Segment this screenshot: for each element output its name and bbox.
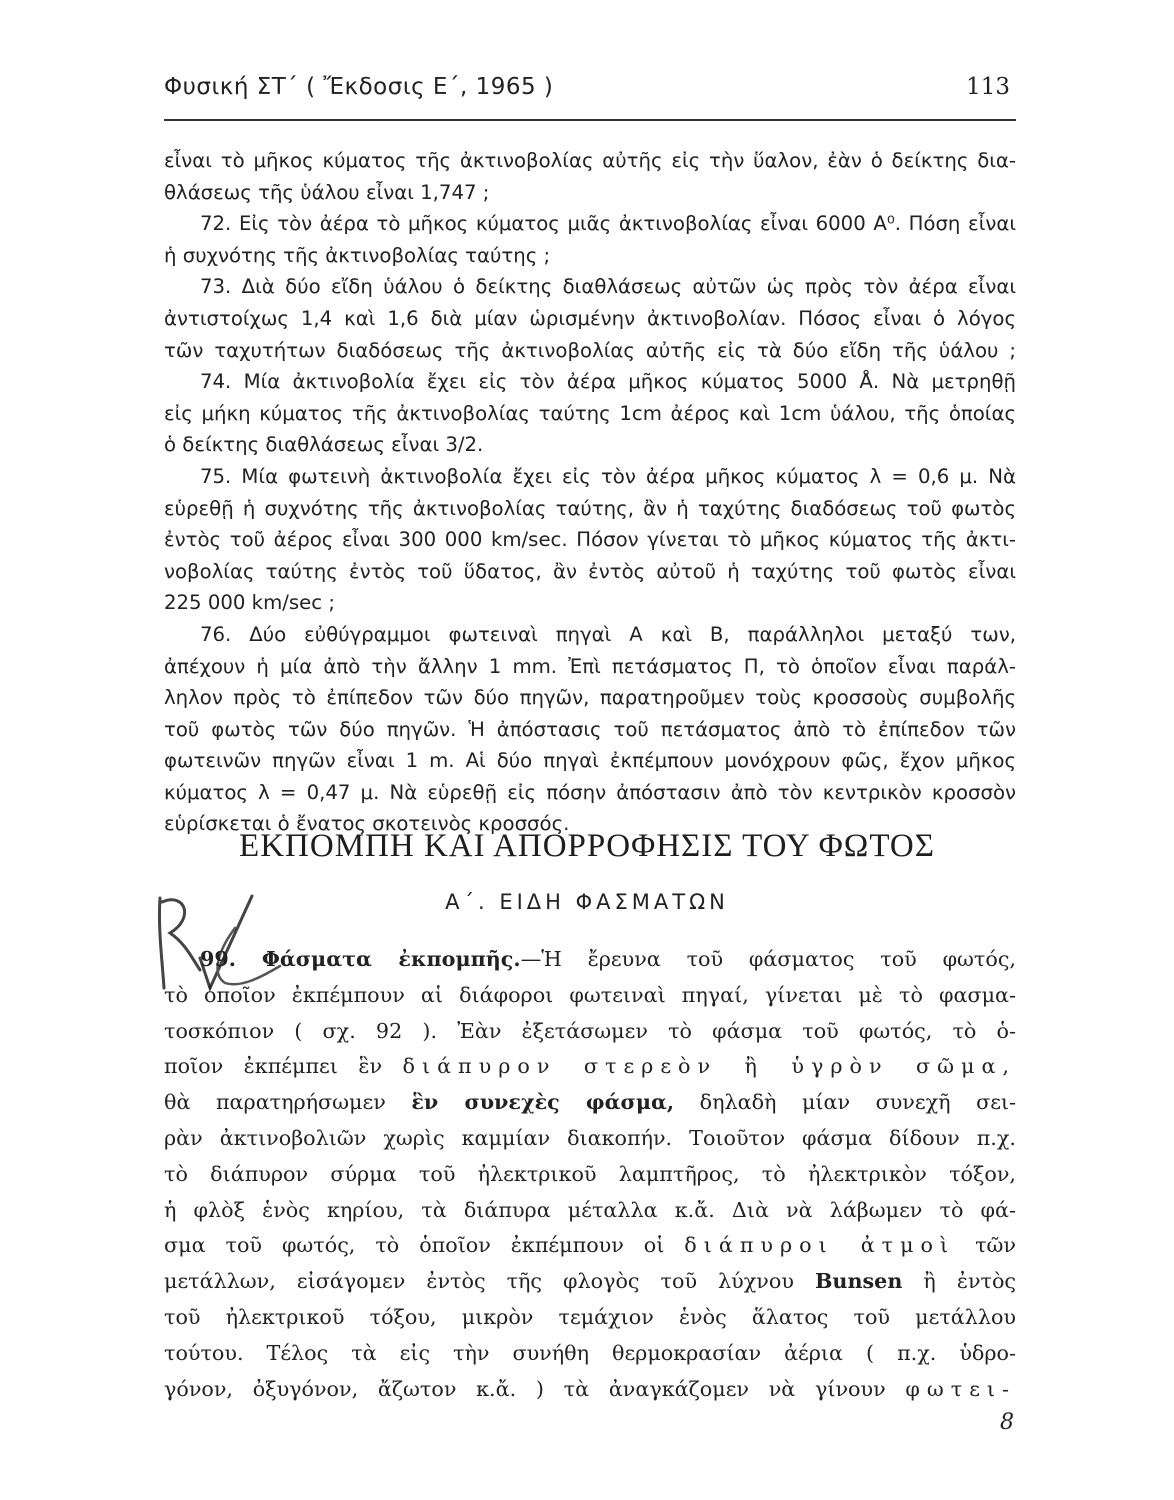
emphasis-spaced: φωτει- (905, 1376, 1017, 1401)
text-line: ρὰν ἀκτινοβολιῶν χωρὶς καμμίαν διακοπήν. Τοιοῦτον φάσμα δίδουν π.χ. (164, 1125, 1016, 1150)
text-line: τὸ ὁποῖον ἐκπέμπουν αἱ διάφοροι φωτειναὶ πηγαί, γίνεται μὲ τὸ φασμα- (164, 982, 1016, 1007)
text-line: ληλον πρὸς τὸ ἐπίπεδον τῶν δύο πηγῶν, παρατηροῦμεν τοὺς κροσσοὺς συμβολῆς (164, 686, 1016, 710)
text-line: τοῦ φωτὸς τῶν δύο πηγῶν. Ἡ ἀπόστασις τοῦ πετάσματος ἀπὸ τὸ ἐπίπεδον τῶν (164, 717, 1016, 741)
emphasis-spaced: διάπυροι ἀτμοὶ (684, 1233, 956, 1258)
text-span: μετάλλων, εἰσάγομεν ἐντὸς τῆς φλογὸς τοῦ λύχνου (164, 1269, 794, 1294)
paragraph-99-line (164, 942, 1016, 978)
exercise-73: 73. Διὰ δύο εἴδη ὑάλου ὁ δείκτης διαθλάσεως αὐτῶν ὡς πρὸς τὸν ἀέρα εἶναι (200, 275, 1016, 299)
text-span: γόνον, ὀξυγόνον, ἄζωτον κ.ἄ. ) τὰ ἀναγκάζομεν νὰ γίνουν (164, 1376, 886, 1401)
exercise-76: 76. Δύο εὐθύγραμμοι φωτειναὶ πηγαὶ Α καὶ Β, παράλληλοι μεταξύ των, (200, 622, 1016, 646)
text-line: ἀπέχουν ἡ μία ἀπὸ τὴν ἄλλην 1 mm. Ἐπὶ πετάσματος Π, τὸ ὁποῖον εἶναι παράλ- (164, 654, 1016, 678)
section-subheading: Α΄. ΕΙΔΗ ΦΑΣΜΑΤΩΝ (445, 890, 729, 914)
running-header (164, 74, 1014, 114)
text-line (164, 1085, 1016, 1121)
main-text (164, 942, 1016, 1407)
text-span: ἢ ἐντὸς (923, 1269, 1017, 1294)
section-heading: ΕΚΠΟΜΠΗ ΚΑΙ ΑΠΟΡΡΟΦΗΣΙΣ ΤΟΥ ΦΩΤΟΣ (239, 828, 935, 864)
exercise-75: 75. Μία φωτεινὴ ἀκτινοβολία ἔχει εἰς τὸν ἀέρα μῆκος κύματος λ = 0,6 μ. Νὰ (200, 464, 1016, 488)
emphasis-spaced: διάπυρον στερεὸν ἢ ὑγρὸν σῶμα, (402, 1054, 1016, 1079)
paragraph-number: 99. (200, 947, 236, 971)
paragraph-title: Φάσματα ἐκπομπῆς. (261, 947, 521, 971)
text-line (164, 1228, 1016, 1264)
text-line: κύματος λ = 0,47 μ. Νὰ εὑρεθῇ εἰς πόσην ἀπόστασιν ἀπὸ τὸν κεντρικὸν κροσσὸν (164, 780, 1016, 804)
text-line: ἐντὸς τοῦ ἀέρος εἶναι 300 000 km/sec. Πόσον γίνεται τὸ μῆκος κύματος τῆς ἀκτι- (164, 528, 1016, 552)
text-line (164, 1049, 1016, 1085)
text-line: τοῦ ἠλεκτρικοῦ τόξου, μικρὸν τεμάχιον ἑνὸς ἅλατος τοῦ μετάλλου (164, 1304, 1016, 1329)
text-span: ποῖον ἐκπέμπει ἓν (164, 1054, 383, 1079)
header-rule (164, 119, 1016, 121)
text-line (164, 1264, 1016, 1300)
text-line: ἡ φλὸξ ἑνὸς κηρίου, τὰ διάπυρα μέταλλα κ.ἄ. Διὰ νὰ λάβωμεν τὸ φά- (164, 1197, 1016, 1222)
text-span: τῶν (975, 1233, 1016, 1258)
text-line: εὑρεθῇ ἡ συχνότης τῆς ἀκτινοβολίας ταύτης, ἂν ἡ ταχύτης διαδόσεως τοῦ φωτὸς (164, 496, 1016, 520)
text-line (164, 1372, 1016, 1408)
text-span: —Ἡ ἔρευνα τοῦ φάσματος τοῦ φωτός, (520, 947, 1016, 971)
text-line: ἀντιστοίχως 1,4 καὶ 1,6 διὰ μίαν ὡρισμένην ἀκτινοβολίαν. Πόσος εἶναι ὁ λόγος (164, 306, 1016, 330)
text-line: ὁ δείκτης διαθλάσεως εἶναι 3/2. (164, 433, 484, 457)
text-span: δηλαδὴ μίαν συνεχῆ σει- (699, 1090, 1017, 1115)
text-line: εὑρίσκεται ὁ ἔνατος σκοτεινὸς κροσσός. (164, 812, 570, 836)
exercises-block (164, 145, 1016, 840)
text-line: τῶν ταχυτήτων διαδόσεως τῆς ἀκτινοβολίας αὐτῆς εἰς τὰ δύο εἴδη τῆς ὑάλου ; (164, 338, 1016, 362)
text-line: φωτεινῶν πηγῶν εἶναι 1 m. Αἱ δύο πηγαὶ ἐκπέμπουν μονόχρουν φῶς, ἔχον μῆκος (164, 749, 1016, 773)
page-number: 113 (966, 74, 1010, 100)
text-span: σμα τοῦ φωτός, τὸ ὁποῖον ἐκπέμπουν οἱ (164, 1233, 665, 1258)
text-line: 225 000 km/sec ; (164, 591, 335, 615)
emphasis-bold: Bunsen (814, 1269, 903, 1294)
header-title: Φυσική ΣΤ΄ ( Ἔκδοσις Ε΄, 1965 ) (164, 74, 554, 100)
exercise-74: 74. Μία ἀκτινοβολία ἔχει εἰς τὸν ἀέρα μῆκος κύματος 5000 Å. Νὰ μετρηθῇ (200, 370, 1016, 394)
text-line: θλάσεως τῆς ὑάλου εἶναι 1,747 ; (164, 180, 490, 204)
text-line: εἰς μήκη κύματος τῆς ἀκτινοβολίας ταύτης 1cm ἀέρος καὶ 1cm ὑάλου, τῆς ὁποίας (164, 401, 1016, 425)
text-line: νοβολίας ταύτης ἐντὸς τοῦ ὕδατος, ἂν ἐντὸς αὐτοῦ ἡ ταχύτης τοῦ φωτὸς εἶναι (164, 559, 1016, 583)
text-line: τὸ διάπυρον σύρμα τοῦ ἠλεκτρικοῦ λαμπτῆρος, τὸ ἠλεκτρικὸν τόξον, (164, 1161, 1016, 1186)
text-line: τούτου. Τέλος τὰ εἰς τὴν συνήθη θερμοκρασίαν ἀέρια ( π.χ. ὑδρο- (164, 1340, 1016, 1365)
text-line: ἡ συχνότης τῆς ἀκτινοβολίας ταύτης ; (164, 243, 551, 267)
text-line: τοσκόπιον ( σχ. 92 ). Ἐὰν ἐξετάσωμεν τὸ φάσμα τοῦ φωτός, τὸ ὁ- (164, 1018, 1016, 1043)
emphasis-bold: ἓν συνεχὲς φάσμα, (411, 1090, 675, 1115)
text-line: εἶναι τὸ μῆκος κύματος τῆς ἀκτινοβολίας αὐτῆς εἰς τὴν ὕαλον, ἐὰν ὁ δείκτης δια- (164, 149, 1016, 172)
signature-mark: 8 (1000, 1410, 1014, 1435)
exercise-72: 72. Εἰς τὸν ἀέρα τὸ μῆκος κύματος μιᾶς ἀκτινοβολίας εἶναι 6000 A⁰. Πόση εἶναι (200, 212, 1016, 236)
text-span: θὰ παρατηρήσωμεν (164, 1090, 386, 1115)
